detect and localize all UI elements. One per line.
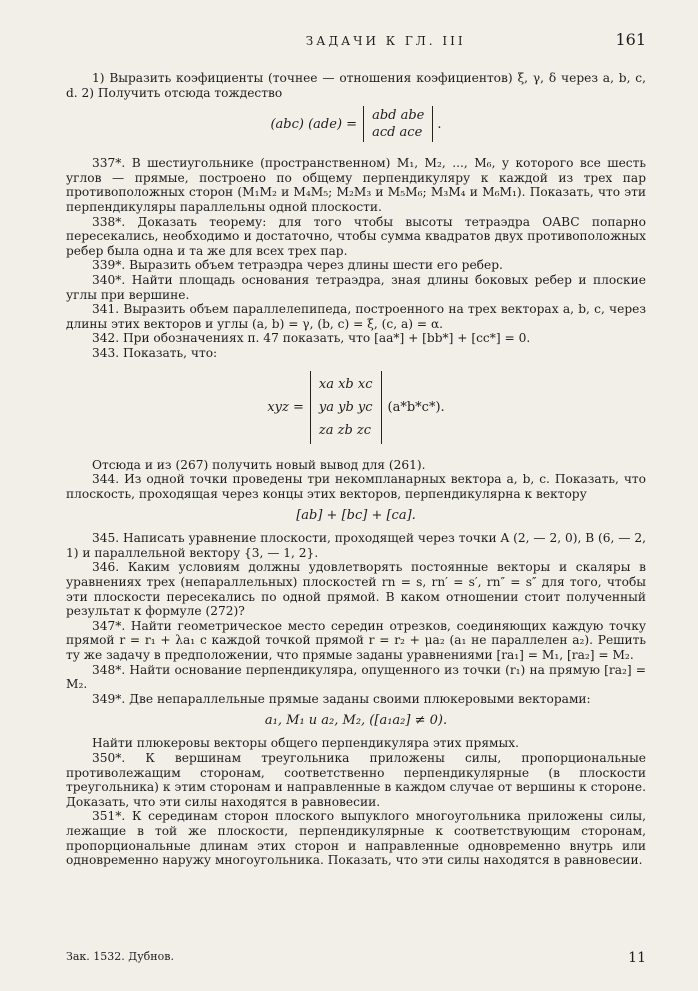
page-number: 161 [615,30,646,49]
matrix-rhs: (a*b*c*). [387,399,445,415]
problem-345: 345. Написать уравнение плоскости, проходящей через точки A (2, — 2, 0), B (6, — 2, 1) и параллельной вектору {3, — 1, 2}. [66,531,646,560]
problem-343: 343. Показать, что: [92,345,218,360]
running-title: ЗАДАЧИ К ГЛ. III [305,34,466,48]
paragraph-find: Найти плюкеровы векторы общего перпендикуляра этих прямых. [92,736,519,751]
page-header [66,30,646,49]
paragraph-intro: 1) Выразить коэфициенты (точнее — отношения коэфициентов) ξ, γ, δ через a, b, c, d. 2) Получить отсюда тождество [66,71,646,100]
determinant-lhs: (abc) (ade) = [270,116,358,132]
equation-plucker: a₁, M₁ и a₂, M₂, ([a₁a₂] ≠ 0). [264,713,448,729]
matrix-row: xa xb xc [318,376,373,392]
determinant-row: abd abe [372,108,425,124]
matrix-row: za zb zc [318,422,372,438]
determinant-row: acd ace [372,125,423,141]
problem-337: 337*. В шестиугольнике (пространственном) M₁, M₂, ..., M₆, у которого все шесть углов — прямые, построено по общему перпендикуляру к каждой из трех пар противоположных сторон (M₁M₂ и M₄M₅; M₂M₃ и M₅M₆; M₃M₄ и M₆M₁). Показать, что эти перпендикуляры параллельны одной плоскости. [66,156,646,214]
matrix [310,371,382,444]
problem-338: 338*. Доказать теорему: для того чтобы высоты тетраэдра OABC попарно пересекались, необходимо и достаточно, чтобы сумма квадратов двух противоположных ребер была одна и та же для всех трех пар. [66,214,646,258]
problem-344: 344. Из одной точки проведены три некомпланарных вектора a, b, c. Показать, что плоскость, проходящая через концы этих векторов, перпендикулярна к вектору [66,472,646,501]
determinant-period: . [437,116,442,132]
problem-350: 350*. К вершинам треугольника приложены силы, пропорциональные противолежащим сторонам, соответственно перпендикулярные (в плоскости треугольника) к этим сторонам и направленные в каждом случае от вершины к стороне. Доказать, что эти силы находятся в равновесии. [66,751,646,809]
page-footer [66,950,646,966]
paragraph-hence: Отсюда и из (267) получить новый вывод для (261). [92,457,426,472]
equation-matrix [66,371,646,444]
problem-346: 346. Каким условиям должны удовлетворять постоянные векторы и скаляры в уравнениях трех (непараллельных) плоскостей rn = s, rn′ = s′, rn″ = s″ для того, чтобы эти плоскости пересекались по одной прямой. В каком отношении стоит полученный результат к формуле (272)? [66,560,646,619]
problem-348: 348*. Найти основание перпендикуляра, опущенного из точки (r₁) на прямую [ra₂] = M₂. [66,662,646,692]
problem-339: 339*. Выразить объем тетраэдра через длины шести его ребер. [92,258,503,273]
print-note: Зак. 1532. Дубнов. [66,950,174,963]
equation-vector-sum: [ab] + [bc] + [ca]. [296,508,416,524]
problem-341: 341. Выразить объем параллелепипеда, построенного на трех векторах a, b, c, через длины этих векторов и углы (a, b) = γ, (b, c) = ξ, (c, a) = α. [66,302,646,331]
problem-347: 347*. Найти геометрическое место середин отрезков, соединяющих каждую точку прямой r = r₁ + λa₁ с каждой точкой прямой r = r₂ + μa₂ (a₁ не параллелен a₂). Решить ту же задачу в предположении, что прямые заданы уравнениями [ra₁] = M₁, [ra₂] = M₂. [66,618,646,663]
equation-determinant [66,106,646,142]
matrix-row: ya yb yc [318,399,373,415]
sheet-number: 11 [628,950,646,966]
problem-342: 342. При обозначениях п. 47 показать, что [aa*] + [bb*] + [cc*] = 0. [92,331,531,346]
problem-340: 340*. Найти площадь основания тетраэдра, зная длины боковых ребер и плоские углы при вершине. [66,272,646,302]
problem-349: 349*. Две непараллельные прямые заданы своими плюкеровыми векторами: [92,691,591,706]
matrix-lhs: xyz = [267,399,304,415]
determinant [363,106,433,142]
problem-351: 351*. К серединам сторон плоского выпуклого многоугольника приложены силы, лежащие в той же плоскости, перпендикулярные к соответствующим сторонам, пропорциональные длинам этих сторон и направленные одновременно внутрь или одновременно наружу многоугольника. Показать, что эти силы находятся в равновесии. [66,809,646,868]
